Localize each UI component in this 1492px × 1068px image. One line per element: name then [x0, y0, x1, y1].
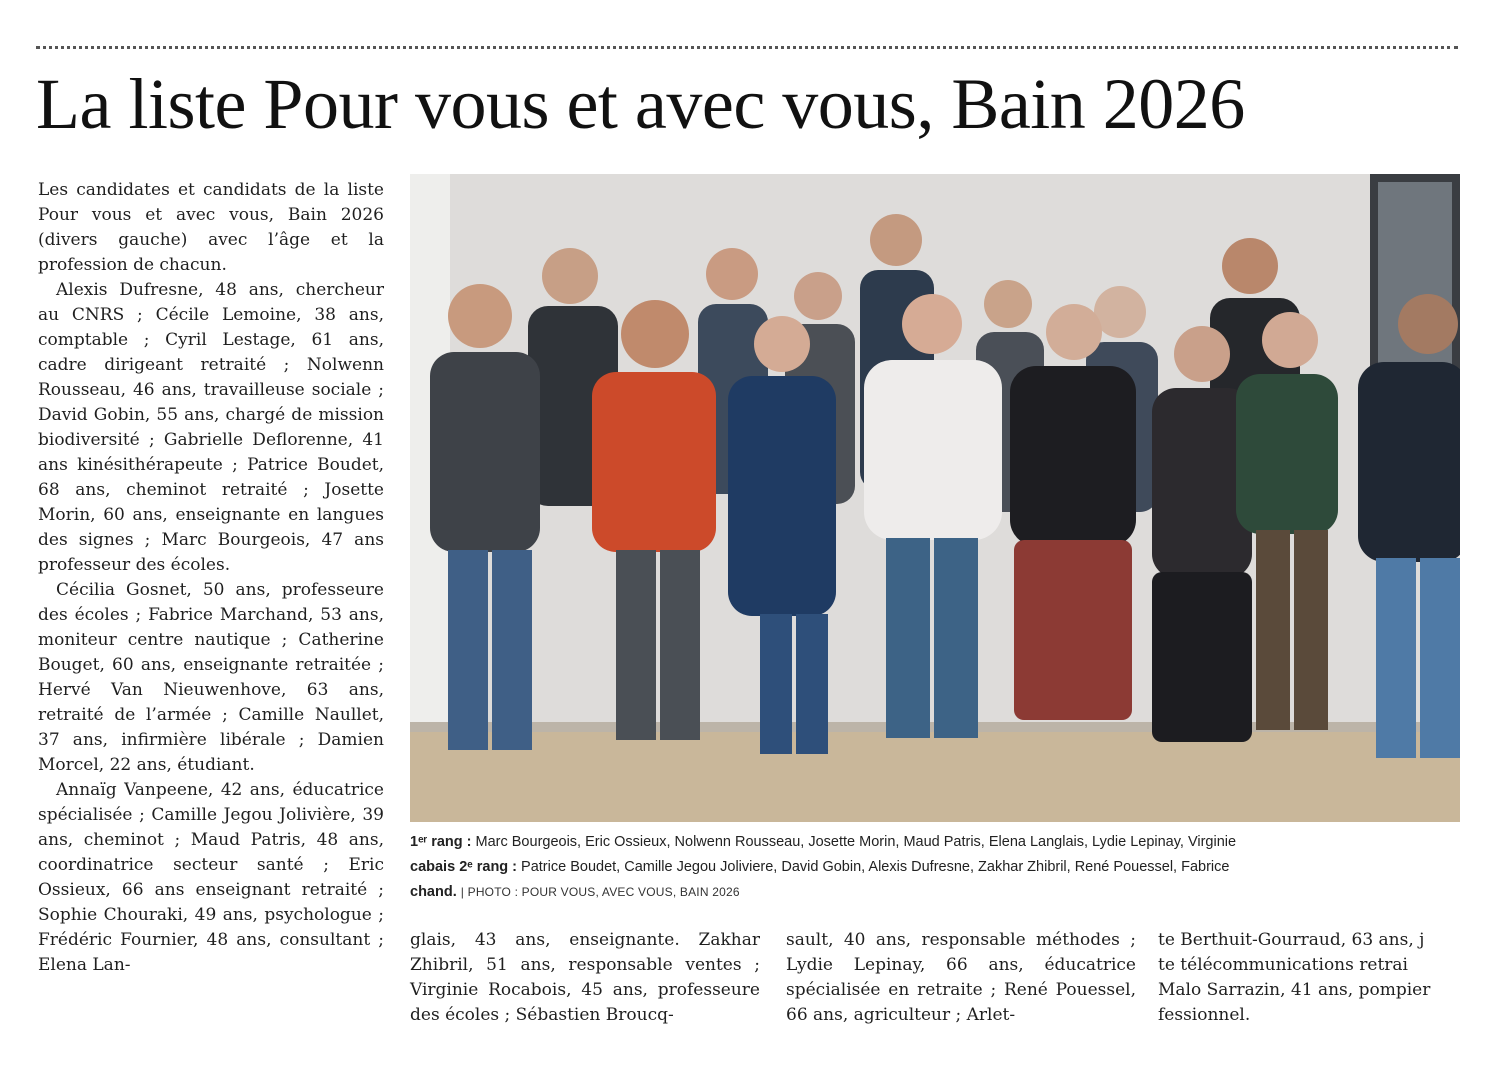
column-2-text: glais, 43 ans, enseignante. Zakhar Zhibril, 51 ans, responsable ventes ; Virginie Rocabois, 45 ans, professeure des écoles ; Sébastien Broucq- [410, 930, 760, 1025]
headline: La liste Pour vous et avec vous, Bain 2026 [36, 64, 1245, 144]
candidates-paragraph-2: Cécilia Gosnet, 50 ans, professeure des écoles ; Fabrice Marchand, 53 ans, moniteur centre nautique ; Catherine Bouget, 60 ans, enseignante retraitée ; Hervé Van Nieuwenhove, 63 ans, retraité de l’armée ; Camille Naullet, 37 ans, infirmière libérale ; Damien Morcel, 22 ans, étudiant. [38, 580, 384, 775]
group-photo-illustration [410, 174, 1460, 822]
column-4-line-4: fessionnel. [1158, 1005, 1251, 1025]
photo-caption [410, 830, 1460, 910]
article-column-3 [786, 928, 1136, 1028]
top-dotted-rule [36, 46, 1458, 49]
candidates-paragraph-1: Alexis Dufresne, 48 ans, chercheur au CNRS ; Cécile Lemoine, 38 ans, comptable ; Cyril Lestage, 61 ans, cadre dirigeant retraité ; Nolwenn Rousseau, 46 ans, travailleuse sociale ; David Gobin, 55 ans, chargé de mission biodiversité ; Gabrielle Deflorenne, 41 ans kinésithérapeute ; Patrice Boudet, 68 ans, cheminot retraité ; Josette Morin, 60 ans, enseignante en langues des signes ; Marc Bourgeois, 47 ans professeur des écoles. [38, 280, 384, 575]
article-column-4 [1158, 928, 1458, 1028]
caption-line-3 [410, 880, 1460, 905]
caption-row2-label: 2ᵉ rang : [459, 859, 518, 875]
group-photo [410, 174, 1460, 822]
column-4-line-3: Malo Sarrazin, 41 ans, pompier [1158, 980, 1431, 1000]
candidates-paragraph-3: Annaïg Vanpeene, 42 ans, éducatrice spécialisée ; Camille Jegou Jolivière, 39 ans, cheminot ; Maud Patris, 48 ans, coordinatrice secteur santé ; Eric Ossieux, 66 ans enseignant retraité ; Sophie Chouraki, 49 ans, psychologue ; Frédéric Fournier, 48 ans, consultant ; Elena Lan- [38, 780, 384, 975]
column-4-line-1: te Berthuit-Gourraud, 63 ans, j [1158, 930, 1425, 950]
caption-row1-names: Marc Bourgeois, Eric Ossieux, Nolwenn Rousseau, Josette Morin, Maud Patris, Elena Langlais, Lydie Lepinay, Virginie [475, 834, 1237, 850]
intro-paragraph: Les candidates et candidats de la liste Pour vous et avec vous, Bain 2026 (divers gauche) avec l’âge et la profession de chacun. [38, 180, 384, 275]
column-4-line-2: te télécommunications retrai [1158, 955, 1408, 975]
caption-row2-names: Patrice Boudet, Camille Jegou Joliviere, David Gobin, Alexis Dufresne, Zakhar Zhibril, René Pouessel, Fabrice [521, 859, 1230, 875]
caption-row2-start: cabais [410, 859, 456, 875]
article-column-1 [38, 178, 384, 978]
article-column-2 [410, 928, 760, 1028]
caption-row1-label: 1ᵉʳ rang : [410, 834, 472, 850]
column-3-text: sault, 40 ans, responsable méthodes ; Lydie Lepinay, 66 ans, éducatrice spécialisée en retraite ; René Pouessel, 66 ans, agriculteur ; Arlet- [786, 930, 1136, 1025]
caption-row3-start: chand. [410, 884, 457, 900]
photo-credit: | PHOTO : POUR VOUS, AVEC VOUS, BAIN 2026 [460, 885, 740, 899]
caption-line-2 [410, 855, 1460, 880]
caption-line-1 [410, 830, 1460, 855]
